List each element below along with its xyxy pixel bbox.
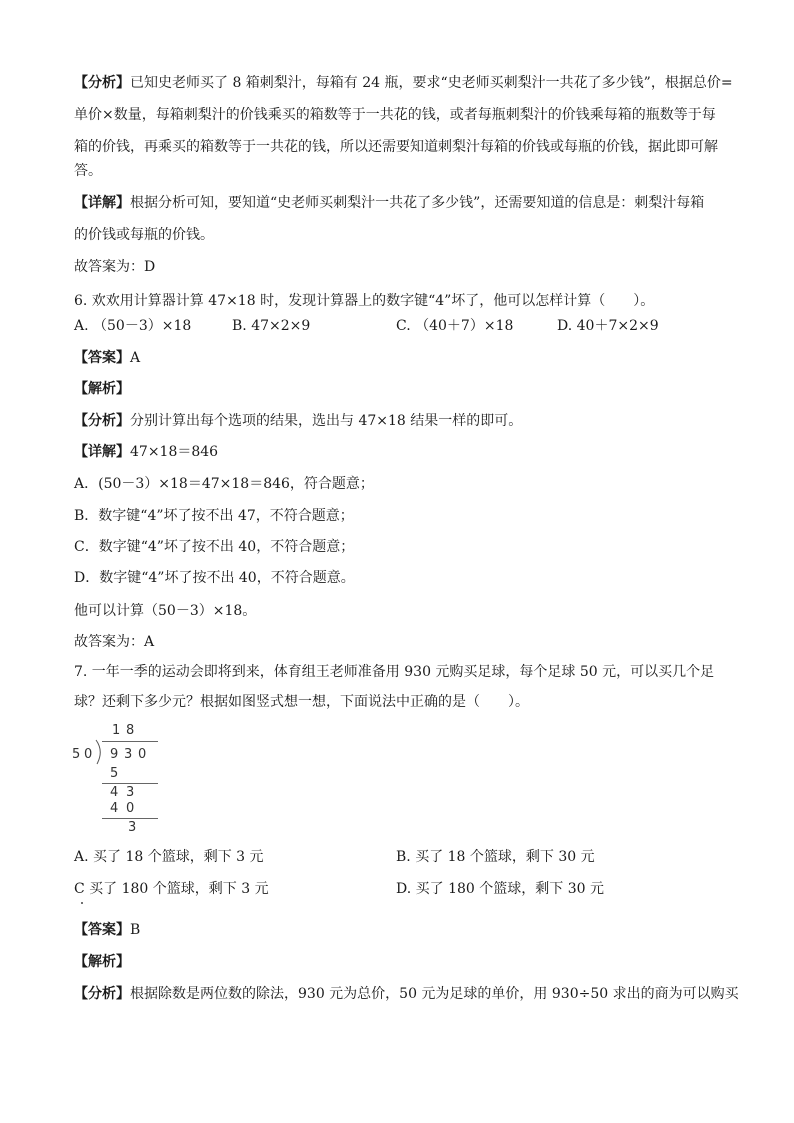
line-text: 47×18＝846 (130, 444, 219, 460)
q6-option-b: B. 47×2×9 (232, 318, 311, 334)
text-line (74, 507, 734, 525)
q6-option-c: C. （40＋7）×18 (396, 318, 514, 334)
line-text: 故答案为：A (74, 634, 155, 650)
section-tag: 【答案】 (74, 922, 130, 938)
subtraction-line (102, 783, 158, 784)
text-line (74, 412, 734, 430)
line-text: 球？还剩下多少元？根据如图竖式想一想，下面说法中正确的是（ ）。 (74, 694, 529, 710)
section-tag: 【详解】 (74, 195, 130, 211)
text-line (74, 985, 739, 1003)
division-bracket (94, 739, 106, 765)
text-line (74, 349, 734, 367)
line-text: 7. 一年一季的运动会即将到来，体育组王老师准备用 930 元购买足球，每个足球 50 元，可以买几个足 (74, 664, 715, 680)
dividend-digit: 0 (138, 747, 147, 762)
section-tag: 【解析】 (74, 954, 130, 970)
line-text: 已知史老师买了 8 箱刺梨汁，每箱有 24 瓶，要求“史老师买刺梨汁一共花了多少钱”，根据总价= (130, 75, 733, 91)
text-line (74, 292, 734, 310)
text-line (74, 258, 734, 276)
section-tag: 【分析】 (74, 413, 130, 429)
line-text: A．(50－3）×18＝47×18＝846，符合题意； (74, 476, 374, 492)
step-digit: 0 (126, 801, 135, 816)
section-tag: 【答案】 (74, 350, 130, 366)
divisor-digit: 0 (84, 747, 93, 762)
text-line (74, 443, 734, 461)
text-line (74, 602, 734, 620)
line-text: 的价钱或每瓶的价钱。 (74, 227, 214, 243)
quotient-digit: 1 (112, 723, 121, 738)
text-line (74, 162, 734, 180)
line-text: 根据分析可知，要知道“史老师买刺梨汁一共花了多少钱”，还需要知道的信息是：刺梨汁每箱 (130, 195, 705, 211)
section-tag: 【分析】 (74, 986, 130, 1002)
division-bar (102, 741, 158, 742)
line-text: 答。 (74, 163, 102, 179)
dividend-digit: 3 (124, 747, 133, 762)
quotient-digit: 8 (126, 723, 135, 738)
step-digit: 4 (110, 785, 119, 800)
text-line (74, 953, 734, 971)
text-line (74, 921, 734, 939)
text-line (74, 138, 734, 156)
text-line (74, 663, 734, 681)
q6-option-a: A. （50－3）×18 (74, 318, 192, 334)
line-text: 故答案为：D (74, 259, 156, 275)
line-text: B．数字键“4”坏了按不出 47，不符合题意； (74, 508, 354, 524)
text-line (74, 74, 734, 92)
section-tag: 【详解】 (74, 444, 130, 460)
long-division-figure (72, 722, 172, 838)
line-text: D．数字键“4”坏了按不出 40，不符合题意。 (74, 570, 355, 586)
line-text: 箱的价钱，再乘买的箱数等于一共花的钱，所以还需要知道刺梨汁每箱的价钱或每瓶的价钱，据此即可解 (74, 139, 718, 155)
text-line (74, 194, 734, 212)
text-line (74, 693, 734, 711)
text-line (74, 538, 734, 556)
line-text: C．数字键“4”坏了按不出 40，不符合题意； (74, 539, 355, 555)
q7-option-b: B. 买了 18 个篮球，剩下 30 元 (396, 849, 595, 865)
line-text: 他可以计算（50－3）×18。 (74, 603, 257, 619)
dividend-digit: 9 (110, 747, 119, 762)
section-tag: 【解析】 (74, 381, 130, 397)
line-text: 分别计算出每个选项的结果，选出与 47×18 结果一样的即可。 (130, 413, 523, 429)
line-text: A (130, 350, 141, 366)
text-line (74, 106, 734, 124)
step-digit: 4 (110, 801, 119, 816)
subtraction-line (102, 818, 158, 819)
line-text: 根据除数是两位数的除法，930 元为总价，50 元为足球的单价，用 930÷50 求出的商为可以购买 (130, 986, 739, 1002)
q6-option-d: D. 40＋7×2×9 (557, 318, 659, 334)
step-digit: 5 (110, 766, 119, 781)
line-text: 6. 欢欢用计算器计算 47×18 时，发现计算器上的数字键“4”坏了，他可以怎样计算（ ）。 (74, 293, 655, 309)
divisor-digit: 5 (72, 747, 81, 762)
text-line (74, 633, 734, 651)
step-digit: 3 (126, 785, 135, 800)
remainder-digit: 3 (128, 820, 137, 835)
q7-option-c: C 买了 180 个篮球，剩下 3 元 (74, 881, 269, 897)
text-line (74, 475, 734, 493)
section-tag: 【分析】 (74, 75, 130, 91)
q7-option-a: A. 买了 18 个篮球，剩下 3 元 (74, 849, 264, 865)
stray-dot (81, 902, 83, 904)
text-line (74, 226, 734, 244)
q7-option-d: D. 买了 180 个篮球，剩下 30 元 (396, 881, 604, 897)
text-line (74, 569, 734, 587)
line-text: B (130, 922, 141, 938)
text-line (74, 380, 734, 398)
line-text: 单价×数量，每箱刺梨汁的价钱乘买的箱数等于一共花的钱，或者每瓶刺梨汁的价钱乘每箱的瓶数等于每 (74, 107, 716, 123)
